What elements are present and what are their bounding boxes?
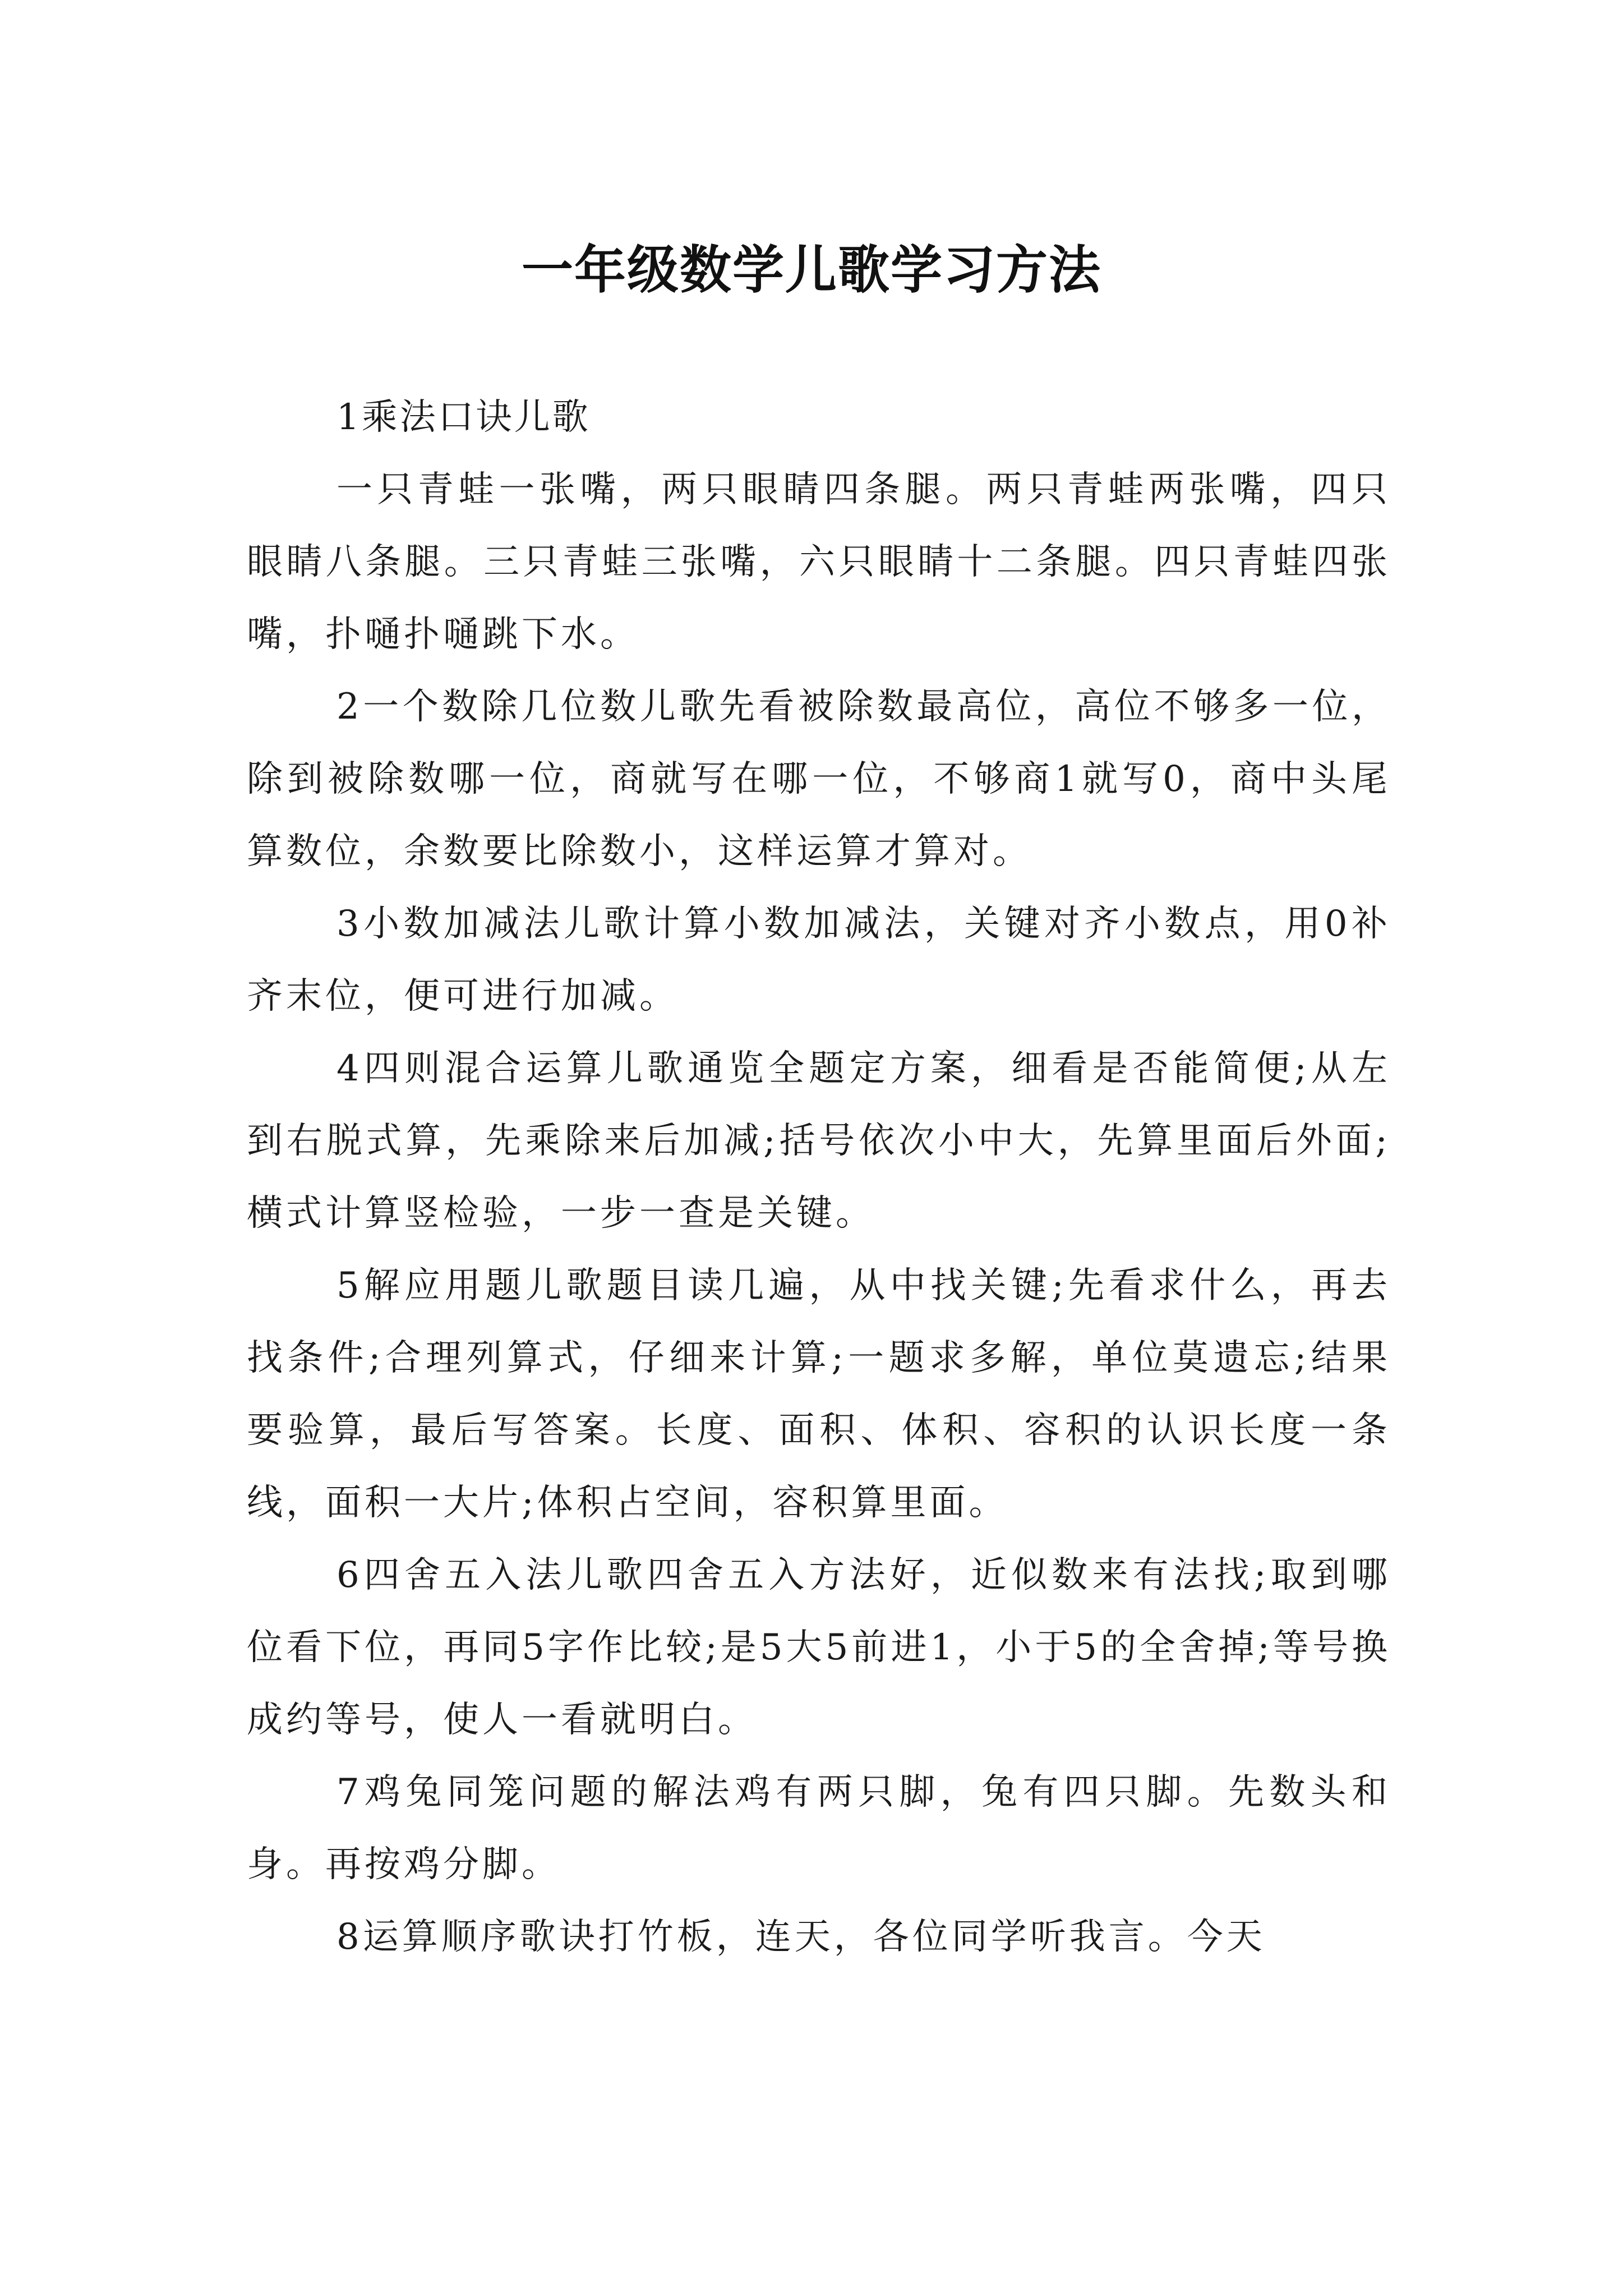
paragraph-word-problem-rhyme: 5解应用题儿歌题目读几遍，从中找关键;先看求什么，再去找条件;合理列算式，仔细来计算;一题求多解，单位莫遗忘;结果要验算，最后写答案。长度、面积、体积、容积的认识长度一条线，面积一大片;体积占空间，容积算里面。 [247, 1265, 1391, 1524]
document-body [247, 381, 1391, 1973]
paragraph-operation-order-rhyme: 8运算顺序歌诀打竹板，连天，各位同学听我言。今天 [336, 1916, 1266, 1958]
paragraph-mixed-operations-rhyme: 4四则混合运算儿歌通览全题定方案，细看是否能简便;从左到右脱式算，先乘除来后加减;括号依次小中大，先算里面后外面;横式计算竖检验，一步一查是关键。 [247, 1048, 1391, 1234]
paragraph-frog-rhyme: 一只青蛙一张嘴，两只眼睛四条腿。两只青蛙两张嘴，四只眼睛八条腿。三只青蛙三张嘴，六只眼睛十二条腿。四只青蛙四张嘴，扑嗵扑嗵跳下水。 [247, 469, 1391, 655]
document-title: 一年级数学儿歌学习方法 [521, 240, 1101, 300]
paragraph-chicken-rabbit-rhyme: 7鸡兔同笼问题的解法鸡有两只脚，兔有四只脚。先数头和身。再按鸡分脚。 [247, 1772, 1391, 1885]
paragraph-decimal-rhyme: 3小数加减法儿歌计算小数加减法，关键对齐小数点，用0补齐末位，便可进行加减。 [247, 903, 1391, 1017]
paragraph-multiplication-heading: 1乘法口诀儿歌 [336, 397, 591, 438]
paragraph-division-rhyme: 2一个数除几位数儿歌先看被除数最高位，高位不够多一位，除到被除数哪一位，商就写在哪一位，不够商1就写0，商中头尾算数位，余数要比除数小，这样运算才算对。 [247, 686, 1391, 872]
paragraph-rounding-rhyme: 6四舍五入法儿歌四舍五入方法好，近似数来有法找;取到哪位看下位，再同5字作比较;是5大5前进1，小于5的全舍掉;等号换成约等号，使人一看就明白。 [247, 1554, 1391, 1741]
